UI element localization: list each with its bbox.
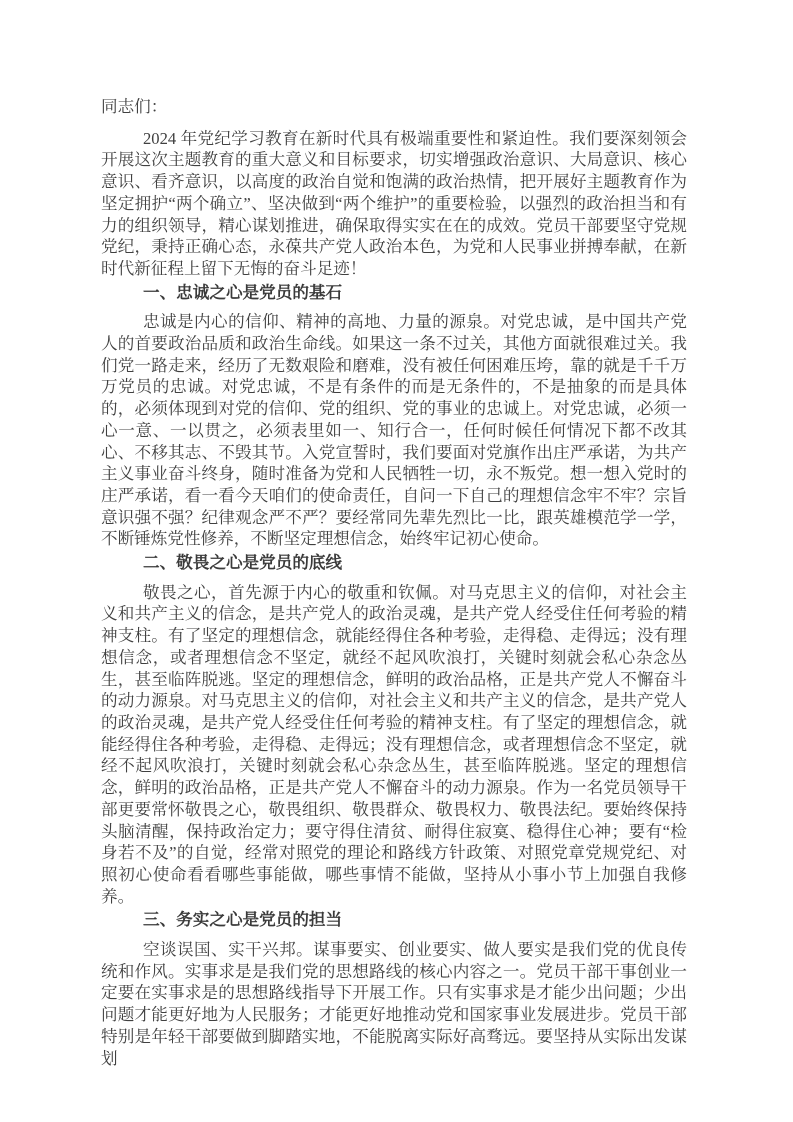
section-paragraph-3: 空谈误国、实干兴邦。谋事要实、创业要实、做人要实是我们党的优良传统和作风。实事求是是我们党的思想路线的核心内容之一。党员干部干事创业一定要在实事求是的思想路线指导下开展工作。只有实事求是才能少出问题；少出问题才能更好地为人民服务；才能更好地推动党和国家事业发展进步。党员干部特别是年轻干部要做到脚踏实地，不能脱离实际好高骛远。要坚持从实际出发谋划 — [101, 940, 687, 1068]
section-paragraph-2: 敬畏之心，首先源于内心的敬重和钦佩。对马克思主义的信仰，对社会主义和共产主义的信念，是共产党人的政治灵魂，是共产党人经受住任何考验的精神支柱。有了坚定的理想信念，就能经得住各种考验，走得稳、走得远；没有理想信念，或者理想信念不坚定，就经不起风吹浪打，关键时刻就会私心杂念丛生，甚至临阵脱逃。坚定的理想信念，鲜明的政治品格，正是共产党人不懈奋斗的动力源泉。对马克思主义的信仰，对社会主义和共产主义的信念，是共产党人的政治灵魂，是共产党人经受住任何考验的精神支柱。有了坚定的理想信念，就能经得住各种考验，走得稳、走得远；没有理想信念，或者理想信念不坚定，就经不起风吹浪打，关键时刻就会私心杂念丛生，甚至临阵脱逃。坚定的理想信念，鲜明的政治品格，正是共产党人不懈奋斗的动力源泉。作为一名党员领导干部更要常怀敬畏之心，敬畏组织、敬畏群众、敬畏权力、敬畏法纪。要始终保持头脑清醒，保持政治定力；要守得住清贫、耐得住寂寞、稳得住心神；要有“检身若不及”的自觉，经常对照党的理论和路线方针政策、对照党章党规党纪、对照初心使命看看哪些事能做，哪些事情不能做，坚持从小事小节上加强自我修养。 — [101, 582, 687, 906]
intro-paragraph: 2024 年党纪学习教育在新时代具有极端重要性和紧迫性。我们要深刻领会开展这次主题教育的重大意义和目标要求，切实增强政治意识、大局意识、核心意识、看齐意识，以高度的政治自觉和饱满的政治热情，把开展好主题教育作为坚定拥护“两个确立”、坚决做到“两个维护”的重要检验，以强烈的政治担当和有力的组织领导，精心谋划推进，确保取得实实在在的成效。党员干部要坚守党规党纪，秉持正确心态，永葆共产党人政治本色，为党和人民事业拼搏奉献，在新时代新征程上留下无悔的奋斗足迹！ — [101, 128, 687, 278]
section-paragraph-1: 忠诚是内心的信仰、精神的高地、力量的源泉。对党忠诚，是中国共产党人的首要政治品质和政治生命线。如果这一条不过关，其他方面就很难过关。我们党一路走来，经历了无数艰险和磨难，没有被任何困难压垮，靠的就是千千万万党员的忠诚。对党忠诚，不是有条件的而是无条件的，不是抽象的而是具体的，必须体现到对党的信仰、党的组织、党的事业的忠诚上。对党忠诚，必须一心一意、一以贯之，必须表里如一、知行合一，任何时候任何情况下都不改其心、不移其志、不毁其节。入党宣誓时，我们要面对党旗作出庄严承诺，为共产主义事业奋斗终身，随时准备为党和人民牺牲一切，永不叛党。想一想入党时的庄严承诺，看一看今天咱们的使命责任，自问一下自己的理想信念牢不牢？宗旨意识强不强？纪律观念严不严？要经常同先辈先烈比一比，跟英雄模范学一学，不断锤炼党性修养，不断坚定理想信念，始终牢记初心使命。 — [101, 312, 687, 549]
section-heading-3: 三、务实之心是党员的担当 — [143, 910, 343, 930]
salutation: 同志们： — [101, 97, 168, 116]
section-heading-1: 一、忠诚之心是党员的基石 — [143, 282, 343, 302]
section-heading-2: 二、敬畏之心是党员的底线 — [143, 553, 343, 573]
